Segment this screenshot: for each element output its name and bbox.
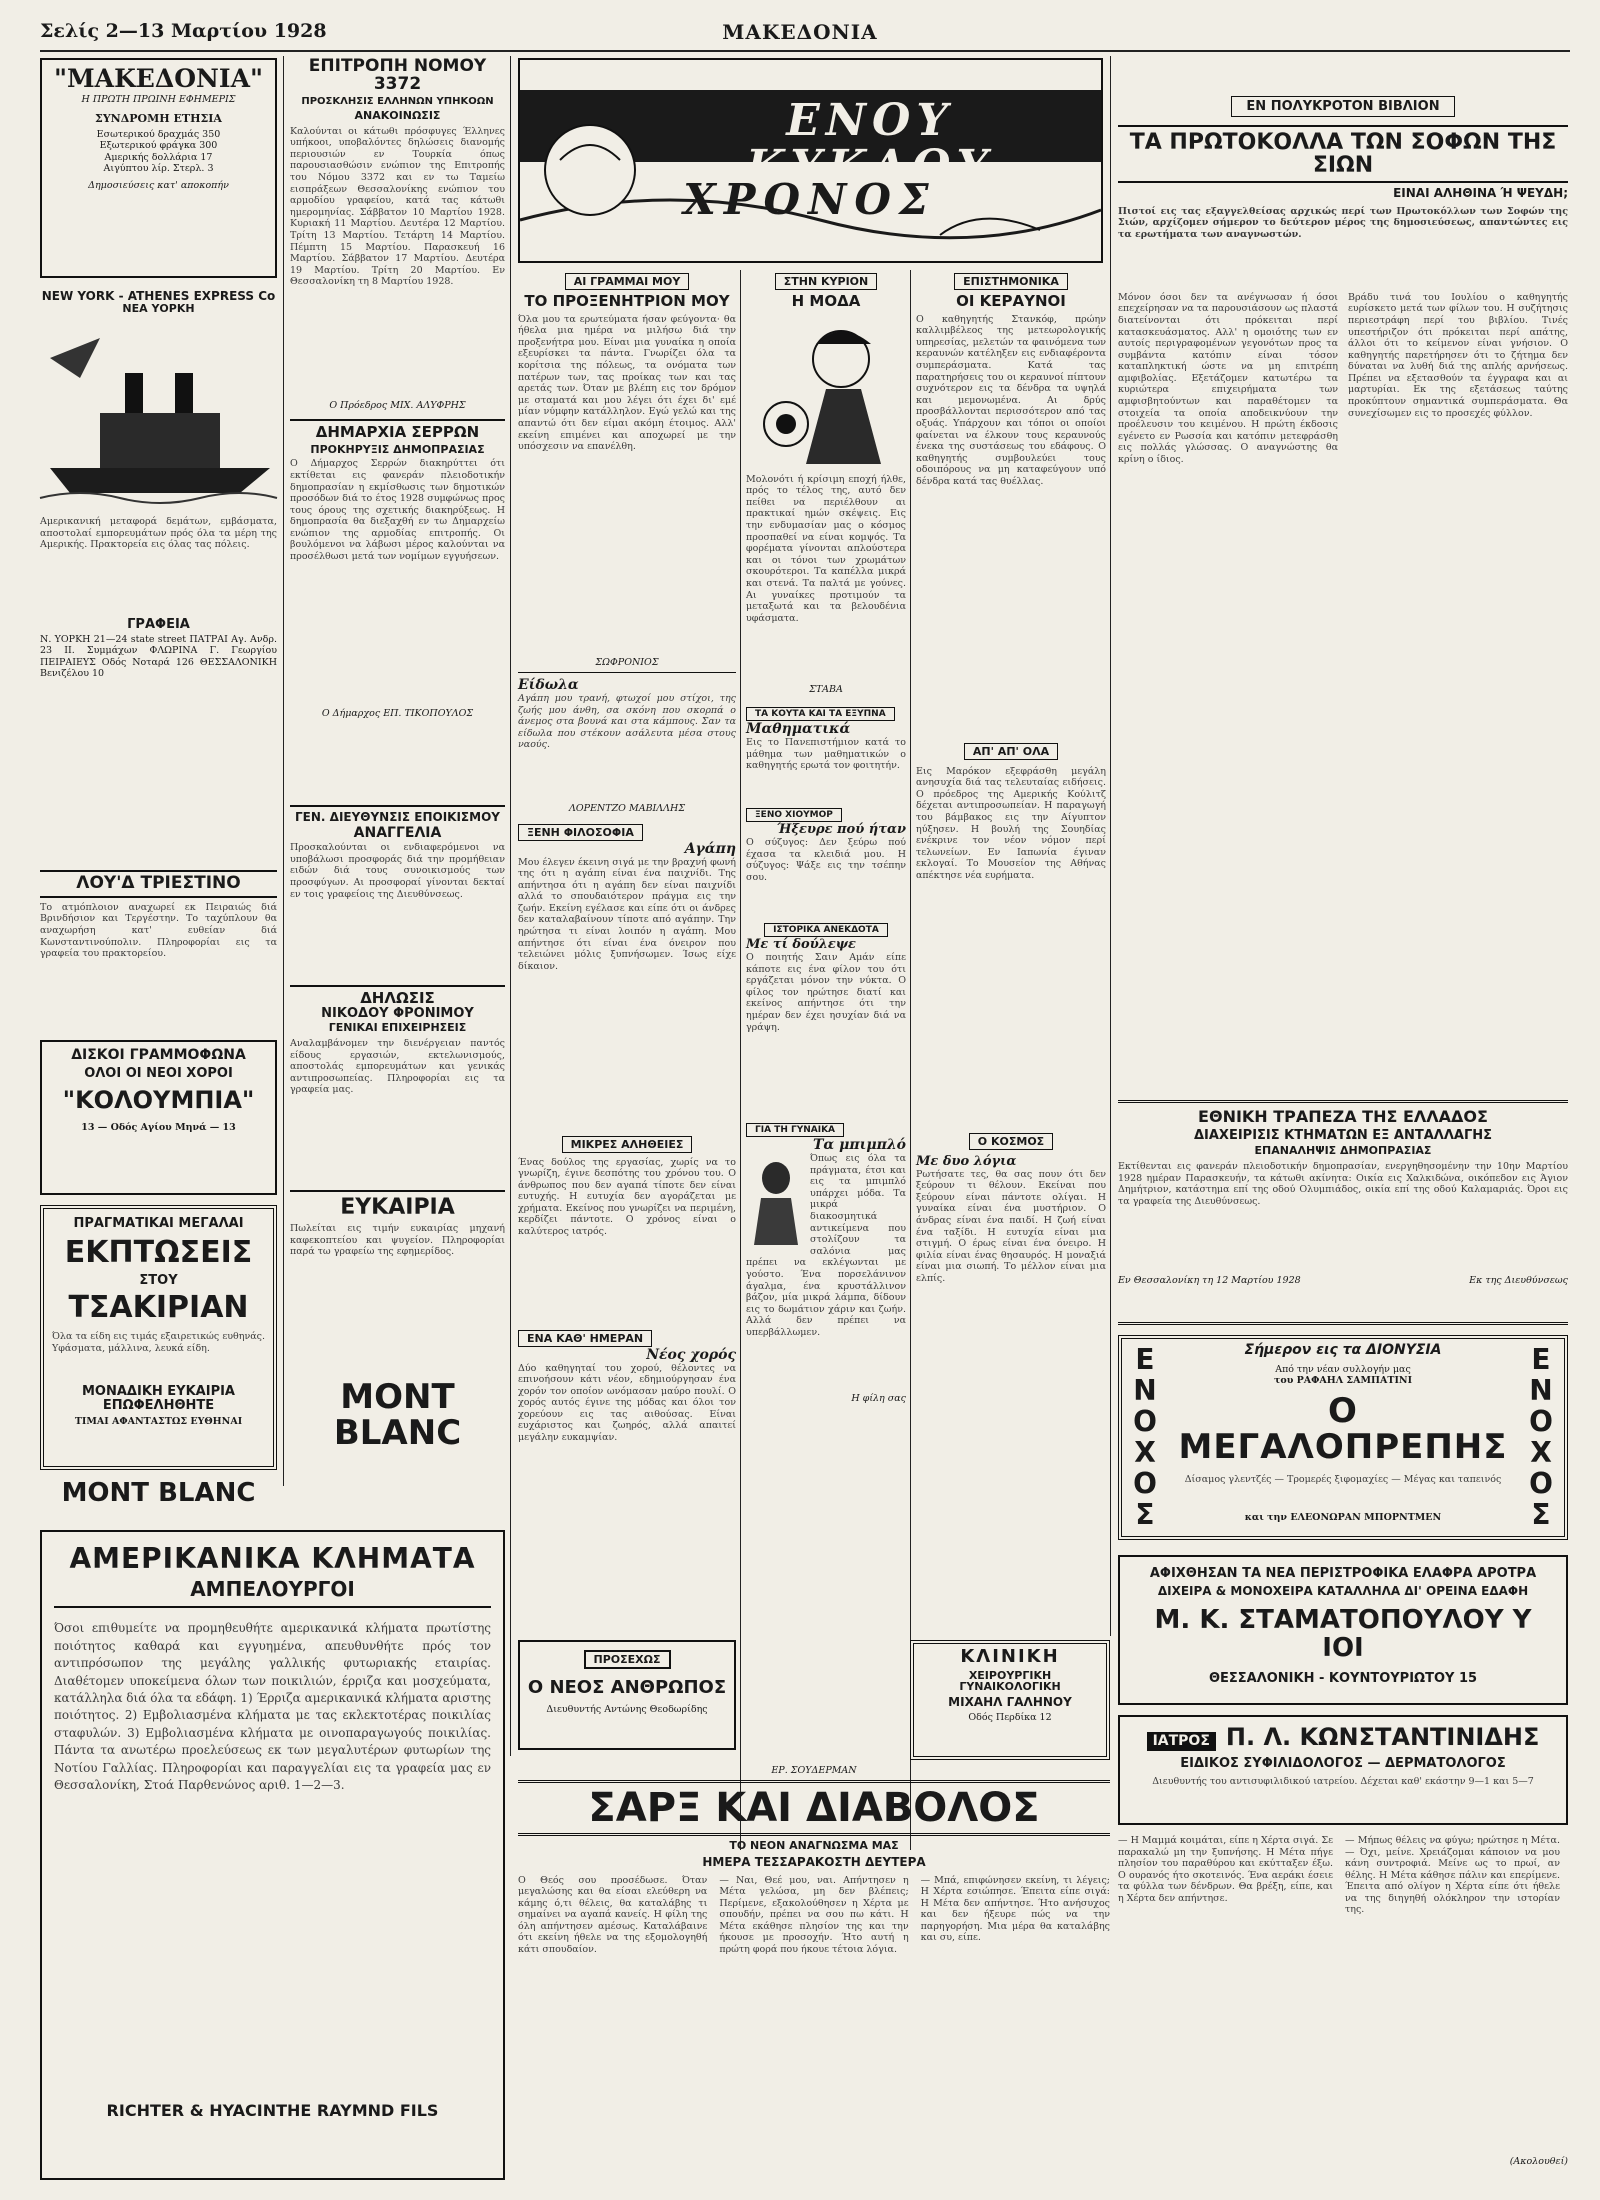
ny-express-ad: NEW YORK - ATHENES EXPRESS Co ΝΕΑ ΥΟΡΚΗ Αμερικανική μεταφορά δεμάτων, εμβάσματα, αποστολαί εμπορευμάτων πρός όλα τα μέρη της Αμερικής. Πρακτορεία εις όλας τας πόλεις. ΓΡΑΦΕΙΑ Ν. ΥΟΡΚΗ 21—24 state street ΠΑΤΡΑΙ Αγ. Ανδρ. 23 ΙΙ. Συμμάχων ΦΛΩΡΙΝΑ Γ. Γεωργίου ΠΕΙΡΑΙΕΥΣ Οδός Νοταρά 126 ΘΕΣΣΑΛΟΝΙΚΗ Βενιζέλου 10 <box>40 290 277 865</box>
novel-day: ΗΜΕΡΑ ΤΕΣΣΑΡΑΚΟΣΤΗ ΔΕΥΤΕΡΑ <box>702 1854 926 1869</box>
bank-kicker: ΕΠΑΝΑΛΗΨΙΣ ΔΗΜΟΠΡΑΣΙΑΣ <box>1254 1144 1432 1158</box>
column-5-articles: ΕΠΙΣΤΗΜΟΝΙΚΑ ΟΙ ΚΕΡΑΥΝΟΙ Ο καθηγητής Στανκόφ, πρώην καλλιμβέλεος της μετεωρολογικής υπηρεσίας, μελετών τα φαινόμενα των κεραυνών κατέληξεν εις ενδιαφέροντα συμπεράσματα. Κατά τας παρατηρήσεις του οι κεραυνοί πίπτουν συχνότερον εις τα δένδρα τα υψηλά και μεμονωμένα. Αι δρύς προσβάλλονται περισσότερον από τας οξυάς. Υπάρχουν και τόποι οι οποίοι φαίνεται να έλκουν τους κεραυνούς ένεκα της συστάσεως του εδάφους. Ο καθηγητής συμβουλεύει τους οδοιπόρους να μη καταφεύγουν υπό δένδρα κατά τας θυέλλας. ΑΠ' ΑΠ' ΟΛΑ Εις Μαρόκον εξεφράσθη μεγάλη ανησυχία διά τας τελευταίας ειδήσεις. Ο πρόεδρος της Αμερικής Κούλιτζ δέχεται αντιπροσωπείαν. Η παραγωγή του βάμβακος εις την Αίγυπτον ηύξησεν. Η βουλή της Σουηδίας ενέκρινε τον νέον νόμον περί τελωνείων. Εν Ιαπωνία έγιναν εκλογαί. Το Μουσείον της Αθήνας απέκτησε νέα ευρήματα. Ο ΚΟΣΜΟΣ Με δυο λόγια Ρωτήσατε τες, θα σας πουν ότι δεν ξεύρουν τι θέλουν. Εκείναι που ξεύρουν είναι πάντοτε ολίγαι. Η γυναίκα είναι ένα μυστήριον. Ο άνδρας είναι ένα παιδί. Η ζωή είναι ένα ταξίδι. Η ευτυχία είναι μια στιγμή. Ο έρως είναι ένα όνειρο. Η φιλία είναι ένας θησαυρός. Η μοναξιά είναι μια σιωπή. Το μέλλον είναι μια ελπίς. <box>916 275 1106 1284</box>
cinema-body: Σήμερον εις τα ΔΙΟΝΥΣΙΑ Από την νέαν συλλογήν μας του ΡΑΦΑΗΛ ΣΑΜΠΑΤΙΝΙ Ο ΜΕΓΑΛΟΠΡΕΠΗΣ Δίσαμος γλεντζές — Τρομερές ξιφομαχίες — Μέγας και ταπεινός και την ΕΛΕΟΝΩΡΑΝ ΜΠΟΡΝΤΜΕΝ <box>1170 1343 1516 1533</box>
gramophone-address: 13 — Οδός Αγίου Μηνά — 13 <box>81 1121 236 1133</box>
committee-subtitle: ΠΡΟΣΚΛΗΣΙΣ ΕΛΛΗΝΩΝ ΥΠΗΚΟΩΝ <box>301 95 494 107</box>
dyo-logia-title: Με δυο λόγια <box>916 1153 1017 1169</box>
moda-title: Η ΜΟΔΑ <box>791 292 861 310</box>
ny-offices-list: Ν. ΥΟΡΚΗ 21—24 state street ΠΑΤΡΑΙ Αγ. Ανδρ. 23 ΙΙ. Συμμάχων ΦΛΩΡΙΝΑ Γ. Γεωργίου ΠΕΙΡΑΙΕΥΣ Οδός Νοταρά 126 ΘΕΣΣΑΛΟΝΙΚΗ Βενιζέλου 10 <box>40 633 277 679</box>
subscription-line: Εξωτερικού φράγκα 300 <box>99 140 218 152</box>
bank-subtitle: ΔΙΑΧΕΙΡΙΣΙΣ ΚΤΗΜΑΤΩΝ ΕΞ ΑΝΤΑΛΛΑΓΗΣ <box>1193 1127 1493 1143</box>
bank-notice: ΕΘΝΙΚΗ ΤΡΑΠΕΖΑ ΤΗΣ ΕΛΛΑΔΟΣ ΔΙΑΧΕΙΡΙΣΙΣ ΚΤΗΜΑΤΩΝ ΕΞ ΑΝΤΑΛΛΑΓΗΣ ΕΠΑΝΑΛΗΨΙΣ ΔΗΜΟΠΡΑΣΙΑΣ Εκτίθενται εις φανεράν πλειοδοτικήν δημοπρασίαν, ενεργηθησομένην την 10ην Μαρτίου 1928 ημέραν Παρασκευήν, τα κάτωθι ακίνητα: Οικία εις Χαλκιδώνα, οικόπεδον εις Άγιον Δημήτριον, κατάστημα επί της οδού Ολυμπιάδος, οικία επί της οδού Καλαμαριάς. Όροι εις τα γραφεία της Διευθύνσεως. Εν Θεσσαλονίκη τη 12 Μαρτίου 1928 Εκ της Διευθύνσεως <box>1118 1100 1568 1325</box>
committee-title: ΕΠΙΤΡΟΠΗ ΝΟΜΟΥ 3372 <box>308 56 487 94</box>
doctor-ad: ΙΑΤΡΟΣ Π. Λ. ΚΩΝΣΤΑΝΤΙΝΙΔΗΣ ΕΙΔΙΚΟΣ ΣΥΦΙΛΙΔΟΛΟΓΟΣ — ΔΕΡΜΑΤΟΛΟΓΟΣ Διευθυντής του αντισυφιλιδικού ιατρείου. Δέχεται καθ' εκάστην 9—1 και 5—7 <box>1118 1715 1568 1825</box>
mpimplo-title: Τα μπιμπλό <box>813 1137 906 1154</box>
mpimplo-signature: Η φίλη σας <box>851 1393 906 1405</box>
istorika-tag: ΙΣΤΟΡΙΚΑ ΑΝΕΚΔΟΤΑ <box>764 923 888 937</box>
protocols-title: ΤΑ ΠΡΩΤΟΚΟΛΛΑ ΤΩΝ ΣΟΦΩΝ ΤΗΣ ΣΙΩΝ <box>1118 125 1568 183</box>
committee-signature: Ο Πρόεδρος ΜΙΧ. ΑΛΥΦΡΗΣ <box>329 399 466 411</box>
masthead-rule <box>40 50 1570 52</box>
grapes-subtitle: ΑΜΠΕΛΟΥΡΓΟΙ <box>54 1579 491 1608</box>
column-rule <box>283 56 284 1486</box>
column-3-articles: ΑΙ ΓΡΑΜΜΑΙ ΜΟΥ ΤΟ ΠΡΟΞΕΝΗΤΡΙΟΝ ΜΟΥ Όλα μου τα ερωτεύματα ήσαν φεύγοντα· θα ήθελα μια ημέρα να μιλήσω διά την προξενήτρα μου. Είναι μια γυναίκα η οποία εξευρίσκει τα πάντα. Γνωρίζει όλα τα κορίτσια της πόλεως, τα ονόματα των πατέρων των, τας προίκας των και τας αρετάς των. Όταν με βλέπη εις τον δρόμον με σταματά και μου λέγει ότι έχει δι' εμέ μίαν νύμφην κατάλληλον. Εγώ γελώ και της απαντώ ότι δεν είμαι ακόμη έτοιμος. Αλλ' εκείνη επιμένει και αποχωρεί με την υπόσχεσιν να επανέλθη. ΣΩΦΡΟΝΙΟΣ Είδωλα Αγάπη μου τρανή, φτωχοί μου στίχοι, της ζωής μου άνθη, σα σκόνη που σκορπά ο άνεμος στα βουνά και στα κάμπους. Σαν τα είδωλα που στέκουν ασάλευτα μέσα στους ναούς. ΛΟΡΕΝΤΖΟ ΜΑΒΙΛΛΗΣ ΞΕΝΗ ΦΙΛΟΣΟΦΙΑ Αγάπη Μου έλεγεν έκεινη σιγά με την βραχνή φωνή της ότι η αγάπη είναι ένα παιχνίδι. Της απήντησα ότι η αγάπη δεν είναι παιχνίδι αλλά το σπουδαιότερον πράγμα εις την ζωήν. Εκείνη εγέλασε και είπε ότι οι άνδρες δεν καταλαβαίνουν τίποτε από αγάπην. Την ηρώτησα τι είναι λοιπόν η αγάπη. Μου απήντησε ότι είναι ένα όνειρον που τελειώνει μόλις ξυπνήσωμεν. Ίσως είχε δίκαιον. ΜΙΚΡΕΣ ΑΛΗΘΕΙΕΣ Ένας δούλος της εργασίας, χωρίς να το γνωρίζη, έγινε δεσπότης του χρόνου του. Ο άνθρωπος που δεν αγαπά τίποτε δεν είναι ευτυχής. Η ευτυχία δεν αγοράζεται με χρήματα. Εκείνος που γνωρίζει να περιμένη, κερδίζει πάντοτε. Ο χρόνος είναι ο καλύτερος ιατρός. ΕΝΑ ΚΑΘ' ΗΜΕΡΑΝ Νέος χορός Δύο καθηγηταί του χορού, θέλοντες να επινοήσουν κάτι νέον, εδημιούργησαν ένα χορόν τον οποίον ωνόμασαν μαύρο πουλί. Ο χορός αυτός έγινε της μόδας και όλοι τον χορεύουν εις τας αιθούσας. Είναι ευχάριστος και ζωηρός, αλλά απαιτεί μεγάλην ευκαμψίαν. <box>518 275 736 1443</box>
article-author: ΣΩΦΡΟΝΙΟΣ <box>595 656 659 668</box>
kosmos-tag: Ο ΚΟΣΜΟΣ <box>969 1133 1053 1150</box>
gramophone-ad <box>40 1040 277 1195</box>
ena-tag: ΕΝΑ ΚΑΘ' ΗΜΕΡΑΝ <box>518 1330 652 1347</box>
cinema-side-right: Ε Ν Ο Χ Ο Σ <box>1529 1343 1553 1531</box>
clinic-ad <box>910 1640 1110 1760</box>
grapes-ad: ΑΜΕΡΙΚΑΝΙΚΑ ΚΛΗΜΑΤΑ ΑΜΠΕΛΟΥΡΓΟΙ Όσοι επιθυμείτε να προμηθευθήτε αμερικανικά κλήματα πρωτίστης ποιότητος καθαρά και εγγυημένα, απευθυνθήτε πρός τον αντιπρόσωπον της μεγάλης γαλλικής φυτωριακής εταιρίας. Διαθέτομεν υποκείμενα όλων των ποικιλιών, έρριζα και μοσχεύματα, κατάλληλα διά όλα τα εδάφη. 1) Έρριζα αμερικανικά κλήματα αριστης ποιότητος. 2) Εμβολιασμένα κλήματα με τας εκλεκτοτέρας ποικιλίας σταφυλών. 3) Εμβολιασμένα κλήματα με οινοπαραγωγούς ποικιλίας. Πάντα τα ανωτέρω προελεύσεως εκ των μεγαλυτέρων φυτωρίων της Νοτίου Γαλλίας. Πληροφορίαι και παραγγελίαι εις τα γραφεία μας εν Θεσσαλονίκη, Στοά Παρθενώνος αριθ. 1—2—3. RICHTER & HYACINTHE RAYMND FILS <box>40 1530 505 2180</box>
serres-signature: Ο Δήμαρχος ΕΠ. ΤΙΚΟΠΟΥΛΟΣ <box>321 708 474 720</box>
gramophone-title: ΔΙΣΚΟΙ ΓΡΑΜΜΟΦΩΝΑ <box>71 1047 246 1063</box>
mathimatika-tag: ΤΑ ΚΟΥΤΑ ΚΑΙ ΤΑ ΕΞΥΠΝΑ <box>746 707 895 721</box>
section-tag: ΑΙ ΓΡΑΜΜΑΙ ΜΟΥ <box>565 273 690 290</box>
novel-author: ΕΡ. ΣΟΥΔΕΡΜΑΝ <box>771 1765 857 1776</box>
neos-anthropos-director: Διευθυντής Αντώνης Θεοδωρίδης <box>546 1703 708 1715</box>
ship-illustration <box>40 318 277 508</box>
protocols-kicker: ΕΝ ΠΟΛΥΚΡΟΤΟΝ ΒΙΒΛΙΟΝ <box>1231 96 1454 117</box>
ny-express-title: NEW YORK - ATHENES EXPRESS Co <box>41 289 276 303</box>
logo-title: "ΜΑΚΕΔΟΝΙΑ" <box>53 64 264 93</box>
supply-title: ΓΕΝ. ΔΙΕΥΘΥΝΣΙΣ ΕΠΟΙΚΙΣΜΟΥ <box>290 805 505 824</box>
discounts-ad: ΠΡΑΓΜΑΤΙΚΑΙ ΜΕΓΑΛΑΙ ΕΚΠΤΩΣΕΙΣ ΣΤΟΥ ΤΣΑΚΙΡΙΑΝ Όλα τα είδη εις τιμάς εξαιρετικώς ευθηνάς. Υφάσματα, μάλλινα, λευκά είδη. ΜΟΝΑΔΙΚΗ ΕΥΚΑΙΡΙΑ ΕΠΩΦΕΛΗΘΗΤΕ ΤΙΜΑΙ ΑΦΑΝΤΑΣΤΩΣ ΕΥΘΗΝΑΙ <box>40 1205 277 1470</box>
cinema-from: Από την νέαν συλλογήν μας <box>1275 1363 1411 1375</box>
grapes-title: ΑΜΕΡΙΚΑΝΙΚΑ ΚΛΗΜΑΤΑ <box>69 1542 476 1575</box>
mont-blanc-right-wrap <box>290 1340 505 1480</box>
ny-offices-title: ΓΡΑΦΕΙΑ <box>127 617 190 633</box>
nikodoy-notice: ΔΗΛΩΣΙΣ ΝΙΚΟΔΟΥ ΦΡΟΝΙΜΟΥ ΓΕΝΙΚΑΙ ΕΠΙΧΕΙΡΗΣΕΙΣ Αναλαμβάνομεν την διενέργειαν παντός είδους εργασιών, εκτελωνισμούς, αποστολάς εμπορευμάτων και γενικάς αντιπροσωπείας. Πληροφορίαι εις τα γραφεία μας. <box>290 985 505 1185</box>
figurine-illustration <box>746 1153 806 1248</box>
banner-top-text: ΕΝΟΥ ΚΥΚΛΟΥ <box>746 95 994 193</box>
discounts-kicker: ΠΡΑΓΜΑΤΙΚΑΙ ΜΕΓΑΛΑΙ <box>73 1216 244 1231</box>
discounts-prices: ΤΙΜΑΙ ΑΦΑΝΤΑΣΤΩΣ ΕΥΘΗΝΑΙ <box>74 1415 243 1427</box>
mont-blanc-right: MONT BLANC <box>333 1377 462 1453</box>
column-rule <box>910 270 911 1850</box>
plows-ad <box>1118 1555 1568 1705</box>
mathimatika-title: Μαθηματικά <box>746 721 851 738</box>
subscription-line: Αιγύπτου λίρ. Στερλ. 3 <box>103 163 214 174</box>
serres-title: ΔΗΜΑΡΧΙΑ ΣΕΡΡΩΝ <box>290 419 505 441</box>
supply-notice: ΓΕΝ. ΔΙΕΥΘΥΝΣΙΣ ΕΠΟΙΚΙΣΜΟΥ ΑΝΑΓΓΕΛΙΑ Προσκαλούνται οι ενδιαφερόμενοι να υποβάλωσι προσφοράς διά την προμήθειαν ειδών διά τους συνοικισμούς των προσφύγων. Αι προσφοραί γίνονται δεκταί εν τοις γραφείοις της Διευθύνσεως. <box>290 805 505 980</box>
neos-anthropos-title: Ο ΝΕΟΣ ΑΝΘΡΩΠΟΣ <box>527 1677 727 1698</box>
serres-subtitle: ΠΡΟΚΗΡΥΞΙΣ ΔΗΜΟΠΡΑΣΙΑΣ <box>310 442 485 456</box>
eixere-title: Ήξευρε πού ήταν <box>776 822 906 838</box>
masthead-title: ΜΑΚΕΔΟΝΙΑ <box>722 20 878 44</box>
discounts-store: ΤΣΑΚΙΡΙΑΝ <box>68 1289 249 1325</box>
bank-signature: Εκ της Διευθύνσεως <box>1469 1274 1568 1286</box>
novel-title: ΣΑΡΞ ΚΑΙ ΔΙΑΒΟΛΟΣ <box>518 1780 1110 1836</box>
poem-author: ΛΟΡΕΝΤΖΟ ΜΑΒΙΛΛΗΣ <box>568 803 686 815</box>
column-rule <box>740 270 741 1850</box>
xenoxiomor-tag: ΞΕΝΟ ΧΙΟΥΜΟΡ <box>746 808 842 822</box>
nikodoy-name: ΝΙΚΟΔΟΥ ΦΡΟΝΙΜΟΥ <box>321 1005 474 1021</box>
banner-bottom-text: ΧΡΟΝΟΣ <box>683 175 937 224</box>
column-rule <box>510 56 511 1756</box>
novel-serial: ΕΡ. ΣΟΥΔΕΡΜΑΝ ΣΑΡΞ ΚΑΙ ΔΙΑΒΟΛΟΣ ΤΟ ΝΕΟΝ ΑΝΑΓΝΩΣΜΑ ΜΑΣ ΗΜΕΡΑ ΤΕΣΣΑΡΑΚΟΣΤΗ ΔΕΥΤΕΡΑ Ο Θεός σου προσέδωσε. Όταν μεγαλώσης και θα είσαι ελεύθερη να κάμης ό,τι θέλεις, θα καταλάβης τι σημαίνει να αγαπά κανείς. Η φίλη της όλη απήντησεν αμέσως. Καταλάβαινε ότι εκείνη ήθελε να της εξομολογηθή κάτι σπουδαίον. — Ναι, Θεέ μου, ναι. Απήντησεν η Μέτα γελώσα, μη δεν βλέπεις; Περίμενε, εξακολούθησεν η Χέρτα με σπουδήν, πρέπει να σου πω κάτι. Η Μέτα εκάθησε πλησίον της και την ήκουσε με προσοχήν. Ήτο αυτή η πρώτη φορά που ήκουε τέτοια λόγια. — Μπά, επιφώνησεν εκείνη, τι λέγεις; Η Χέρτα εσιώπησε. Έπειτα είπε σιγά: Η Μέτα δεν απήντησε. Ήτο ανήσυχος και δεν ήξευρε πώς να την παρηγορήση. Μια μέρα θα καταλάβης και συ, είπε. <box>518 1765 1110 1955</box>
subscription-line: Εσωτερικού δραχμάς 350 <box>96 128 221 140</box>
cinema-ad <box>1118 1335 1568 1540</box>
discounts-title: ΕΚΠΤΩΣΕΙΣ <box>64 1234 253 1270</box>
ads-note: Δημοσιεύσεις κατ' αποκοπήν <box>88 180 229 192</box>
plows-address: ΘΕΣΣΑΛΟΝΙΚΗ - ΚΟΥΝΤΟΥΡΙΩΤΟΥ 15 <box>1208 1670 1478 1686</box>
science-title: ΟΙ ΚΕΡΑΥΝΟΙ <box>956 292 1066 310</box>
cinema-title: Ο ΜΕΓΑΛΟΠΡΕΠΗΣ <box>1178 1391 1508 1468</box>
mikres-tag: ΜΙΚΡΕΣ ΑΛΗΘΕΙΕΣ <box>562 1136 693 1153</box>
mont-blanc-left: MONT BLANC <box>61 1478 256 1508</box>
trieste-title: ΛΟΥ'Δ ΤΡΙΕΣΤΙΝΟ <box>40 870 277 898</box>
article-title: ΤΟ ΠΡΟΞΕΝΗΤΡΙΟΝ ΜΟΥ <box>524 292 730 310</box>
supply-subtitle: ΑΝΑΓΓΕΛΙΑ <box>353 824 442 841</box>
subscription-box <box>40 58 277 278</box>
science-section-tag: ΕΠΙΣΤΗΜΟΝΙΚΑ <box>954 273 1068 290</box>
prosoxi-tag: ΠΡΟΣΕΧΩΣ <box>584 1650 671 1669</box>
subscription-title: ΣΥΝΔΡΟΜΗ ΕΤΗΣΙΑ <box>95 111 222 125</box>
poem-title: Είδωλα <box>518 677 579 694</box>
xeni-tag: ΞΕΝΗ ΦΙΛΟΣΟΦΙΑ <box>518 824 643 841</box>
protocols-subtitle: ΕΙΝΑΙ ΑΛΗΘΙΝΑ Ή ΨΕΥΔΗ; <box>1393 186 1568 201</box>
agapi-title: Αγάπη <box>684 840 736 857</box>
discounts-at: ΣΤΟΥ <box>139 1273 178 1289</box>
cinema-side-left: Ε Ν Ο Χ Ο Σ <box>1133 1343 1157 1531</box>
clinic-subtitle: ΧΕΙΡΟΥΡΓΙΚΗ ΓΥΝΑΙΚΟΛΟΓΙΚΗ <box>959 1668 1061 1694</box>
bank-title: ΕΘΝΙΚΗ ΤΡΑΠΕΖΑ ΤΗΣ ΕΛΛΑΔΟΣ <box>1198 1107 1488 1126</box>
logo-subtitle: Η ΠΡΩΤΗ ΠΡΩΙΝΗ ΕΦΗΜΕΡΙΣ <box>81 94 236 106</box>
gramophone-sub: ΟΛΟΙ ΟΙ ΝΕΟΙ ΧΟΡΟΙ <box>84 1065 233 1081</box>
novel-continued: — Η Μαμμά κοιμάται, είπε η Χέρτα σιγά. Σε παρακαλώ μη την ξυπνήσης. Η Μέτα πήγε πλησίον του παραθύρου και εκύτταξεν έξω. Ο ουρανός ήτο σκοτεινός. Ένα αεράκι έσειε τα φύλλα των δένδρων. Θα βρέξη, είπε, και η Χέρτα δεν απήντησε. — Μήπως θέλεις να φύγω; ηρώτησε η Μέτα. — Όχι, μείνε. Χρειάζομαι κάποιον να μου κάνη συντροφιά. Μείνε ως το πρωί, αν θέλης. Η Μέτα κάθησε πάλιν και επερίμενε. Έπειτα από ολίγον η Χέρτα είπε ότι ήθελε να της διηγηθή ολόκληρον την ιστορίαν της. (Ακολουθεί) <box>1118 1835 1568 2167</box>
clinic-title: ΚΛΙΝΙΚΗ <box>960 1646 1060 1667</box>
column-4-articles: ΣΤΗΝ ΚΥΡΙΟΝ Η ΜΟΔΑ Μολονότι ή κρίσιμη εποχή ήλθε, πρός το τέλος της, αυτό δεν πείθει να περιέλθουν αι πρακτικαί ημών σκέψεις. Εις την ενδυμασίαν μας ο κόσμος προσπαθεί να είναι κομψός. Τα φορέματα γίνονται απλούστερα και οι τόνοι των χρωμάτων σκουρότεροι. Τα καπέλλα μικρά και στενά. Τα παλτά με γούνες. Αι γυναίκες προτιμούν τα μεταξωτά και τα βελουδένια υφάσματα. ΣΤΑΒΑ ΤΑ ΚΟΥΤΑ ΚΑΙ ΤΑ ΕΞΥΠΝΑ Μαθηματικά Εις το Πανεπιστήμιον κατά το μάθημα των μαθηματικών ο καθηγητής ερωτά τον φοιτητήν. ΞΕΝΟ ΧΙΟΥΜΟΡ Ήξευρε πού ήταν Ο σύζυγος: Δεν ξεύρω πού έχασα τα κλειδιά μου. Η σύζυγος: Ψάξε εις την τσέπην σου. ΙΣΤΟΡΙΚΑ ΑΝΕΚΔΟΤΑ Με τί δούλεψε Ο ποιητής Σαιν Αμάν είπε κάποτε εις ένα φίλον του ότι εργάζεται μόνον την νύκτα. Ο φίλος τον ηρώτησε διατί και εκείνος απήντησε ότι την ημέραν δεν έχει ησυχίαν διά να γράψη. ΓΙΑ ΤΗ ΓΥΝΑΙΚΑ Τα μπιμπλό Όπως εις όλα τα πράγματα, έτσι και εις τα μπιμπλό υπάρχει μόδα. Τα μικρά διακοσμητικά αντικείμενα που στολίζουν τα σαλόνια μας πρέπει να εκλέγωνται με γούστο. Ένα πορσελάνινον άγαλμα, ένα κρυστάλλινον βάζον, μία μικρά λάμπα, δίδουν εις το δωμάτιον χάριν και ζωήν. Αλλά δεν πρέπει να υπερβάλλωμεν. Η φίλη σας <box>746 275 906 1405</box>
doctor-name: Π. Λ. ΚΩΝΣΤΑΝΤΙΝΙΔΗΣ <box>1225 1723 1540 1751</box>
column-rule <box>1110 56 1111 1636</box>
neos-anthropos-ad <box>518 1640 736 1750</box>
eukairia-ad: ΕΥΚΑΙΡΙΑ Πωλείται εις τιμήν ευκαιρίας μηχανή καφεκοπτείου και ψυγείον. Πληροφορίαι παρά τω γραφείω της εφημερίδος. <box>290 1190 505 1330</box>
cinema-kicker: Σήμερον εις τα ΔΙΟΝΥΣΙΑ <box>1244 1342 1442 1358</box>
doulepse-title: Με τί δούλεψε <box>746 937 856 953</box>
subscription-line: Αμερικής δολλάρια 17 <box>104 151 213 163</box>
doctor-role: ΙΑΤΡΟΣ <box>1147 1732 1216 1751</box>
protocols-article: ΕΝ ΠΟΛΥΚΡΟΤΟΝ ΒΙΒΛΙΟΝ ΤΑ ΠΡΩΤΟΚΟΛΛΑ ΤΩΝ ΣΟΦΩΝ ΤΗΣ ΣΙΩΝ ΕΙΝΑΙ ΑΛΗΘΙΝΑ Ή ΨΕΥΔΗ; Πιστοί εις τας εξαγγελθείσας αρχικώς περί των Πρωτοκόλλων των Σοφών της Σιών, αρχίζομεν σήμερον το δεύτερον μέρος της δημοσιεύσεως, απαντώντες εις τα ερωτήματα των αναγνωστών. Μόνον όσοι δεν τα ανέγνωσαν ή όσοι επεχείρησαν να τα παρουσιάσουν ως πλαστά διατείνονται ότι πρόκειται περί κατασκευάσματος. Αλλ' η ομοιότης των εν αυτοίς περιγραφομένων γεγονότων προς τα συμβάντα κατόπιν είναι τόσον καταπληκτική ώστε να μη επιτρέπη αμφιβολίας. Εξετάζομεν κατωτέρω τα κυριώτερα επιχειρήματα των αμφισβητούντων και παραθέτομεν τα στοιχεία τα οποία αποδεικνύουν την προέλευσιν του κειμένου. Η πρώτη έκδοσις εγένετο εν Ρωσσία και κατόπιν μετεφράσθη εις πολλάς γλώσσας. Ο αναγνώστης θα κρίνη ο ίδιος. Βράδυ τινά του Ιουλίου ο καθηγητής ευρίσκετο μετά των φίλων του. Η συζήτησις περιεστράφη περί του βιβλίου. Τινές υπεστήριζον ότι πρόκειται περί απάτης, άλλοι ότι το κείμενον είναι γνήσιον. Ο καθηγητής παρετήρησεν ότι το ζήτημα δεν δύναται να λυθή διά της απλής αρνήσεως. Πρέπει να εξετασθούν τα έγγραφα και αι μαρτυρίαι. Εκ της εξετάσεως ταύτης προκύπτουν σημαντικά συμπεράσματα. Θα συνεχίσωμεν εις το προσεχές φύλλον. <box>1118 95 1568 1095</box>
issue-date: Σελίς 2—13 Μαρτίου 1928 <box>40 20 327 42</box>
moda-section-tag: ΣΤΗΝ ΚΥΡΙΟΝ <box>775 273 877 290</box>
gynaika-tag: ΓΙΑ ΤΗ ΓΥΝΑΙΚΑ <box>746 1123 844 1137</box>
ap-ola-tag: ΑΠ' ΑΠ' ΟΛΑ <box>964 743 1058 760</box>
clinic-address: Οδός Περδίκα 12 <box>968 1711 1052 1723</box>
bank-date: Εν Θεσσαλονίκη τη 12 Μαρτίου 1928 <box>1118 1274 1301 1286</box>
trieste-ad: ΛΟΥ'Δ ΤΡΙΕΣΤΙΝΟ Το ατμόπλοιον αναχωρεί εκ Πειραιώς διά Βρινδήσιον και Τεργέστην. Το ταχύπλουν θα αναχωρήση κατ' ευθείαν διά Κωνσταντινούπολιν. Πληροφορίαι εις τα γραφεία του πρακτορείου. <box>40 870 277 1030</box>
nikodoy-title: ΔΗΛΩΣΙΣ <box>290 985 505 1007</box>
plows-subtitle: ΔΙΧΕΙΡΑ & ΜΟΝΟΧΕΙΡΑ ΚΑΤΑΛΛΗΛΑ ΔΙ' ΟΡΕΙΝΑ ΕΔΑΦΗ <box>1157 1583 1529 1598</box>
nikodoy-subtitle: ΓΕΝΙΚΑΙ ΕΠΙΧΕΙΡΗΣΕΙΣ <box>328 1021 467 1035</box>
novel-continued-note: (Ακολουθεί) <box>1509 2156 1568 2167</box>
plows-firm: Μ. Κ. ΣΤΑΜΑΤΟΠΟΥΛΟΥ Υ ΙΟΙ <box>1154 1605 1532 1663</box>
moda-signature: ΣΤΑΒΑ <box>809 683 843 695</box>
neos-xoros-title: Νέος χορός <box>646 1346 736 1363</box>
clinic-doctor: ΜΙΧΑΗΛ ΓΑΛΗΝΟΥ <box>948 1694 1072 1709</box>
plows-title: ΑΦΙΧΘΗΣΑΝ ΤΑ ΝΕΑ ΠΕΡΙΣΤΡΟΦΙΚΑ ΕΛΑΦΡΑ ΑΡΟΤΡΑ <box>1149 1566 1537 1581</box>
committee-notice: ΕΠΙΤΡΟΠΗ ΝΟΜΟΥ 3372 ΠΡΟΣΚΛΗΣΙΣ ΕΛΛΗΝΩΝ ΥΠΗΚΟΩΝ ΑΝΑΚΟΙΝΩΣΙΣ Καλούνται οι κάτωθι πρόσφυγες Έλληνες υπήκοοι, υποβαλόντες δηλώσεις διανομής περιουσιών εν Τουρκία όπως παρουσιασθώσιν ενώπιον της Επιτροπής του Νόμου 3372 και εν τω Ταμείω εισπράξεων Θεσσαλονίκης ενώπιον του αρμοδίου γραφείου, κατά τας κάτωθι ημερομηνίας. Σάββατον 10 Μαρτίου 1928. Κυριακή 11 Μαρτίου. Δευτέρα 12 Μαρτίου. Τρίτη 13 Μαρτίου. Τετάρτη 14 Μαρτίου. Πέμπτη 15 Μαρτίου. Παρασκευή 16 Μαρτίου. Σάββατον 17 Μαρτίου. Δευτέρα 19 Μαρτίου. Τρίτη 20 Μαρτίου. Εν Θεσσαλονίκη τη 8 Μαρτίου 1928. Ο Πρόεδρος ΜΙΧ. ΑΛΥΦΡΗΣ ΔΗΜΑΡΧΙΑ ΣΕΡΡΩΝ ΠΡΟΚΗΡΥΞΙΣ ΔΗΜΟΠΡΑΣΙΑΣ Ο Δήμαρχος Σερρών διακηρύττει ότι εκτίθεται εις φανεράν πλειοδοτικήν δημοπρασίαν η εκμίσθωσις των δημοτικών προσόδων διά το έτος 1928 συμφώνως προς τους όρους της σχετικής διακηρύξεως. Η δημοπρασία θα διεξαχθή εν τω Δημαρχείω ενώπιον της αρμοδίας επιτροπής. Οι βουλόμενοι να λάβωσι μέρος καλούνται να προσέλθωσι μετά των νομίμων εγγυήσεων. Ο Δήμαρχος ΕΠ. ΤΙΚΟΠΟΥΛΟΣ <box>290 56 505 720</box>
grapes-firm: RICHTER & HYACINTHE RAYMND FILS <box>106 2101 439 2121</box>
cinema-stars: και την ΕΛΕΟΝΩΡΑΝ ΜΠΟΡΝΤΜΕΝ <box>1244 1511 1442 1523</box>
committee-kicker: ΑΝΑΚΟΙΝΩΣΙΣ <box>354 109 441 123</box>
fashion-illustration <box>746 314 906 474</box>
discounts-footer: ΜΟΝΑΔΙΚΗ ΕΥΚΑΙΡΙΑ ΕΠΩΦΕΛΗΘΗΤΕ <box>82 1384 235 1413</box>
novel-subtitle: ΤΟ ΝΕΟΝ ΑΝΑΓΝΩΣΜΑ ΜΑΣ <box>729 1839 899 1853</box>
eukairia-title: ΕΥΚΑΙΡΙΑ <box>290 1190 505 1219</box>
doctor-specialty: ΕΙΔΙΚΟΣ ΣΥΦΙΛΙΔΟΛΟΓΟΣ — ΔΕΡΜΑΤΟΛΟΓΟΣ <box>1180 1755 1506 1771</box>
enos-kyklou-banner <box>518 58 1103 263</box>
gramophone-store: "ΚΟΛΟΥΜΠΙΑ" <box>62 1086 255 1115</box>
ny-express-sub: ΝΕΑ ΥΟΡΚΗ <box>122 301 195 315</box>
cinema-by: του ΡΑΦΑΗΛ ΣΑΜΠΑΤΙΝΙ <box>1273 1375 1413 1387</box>
